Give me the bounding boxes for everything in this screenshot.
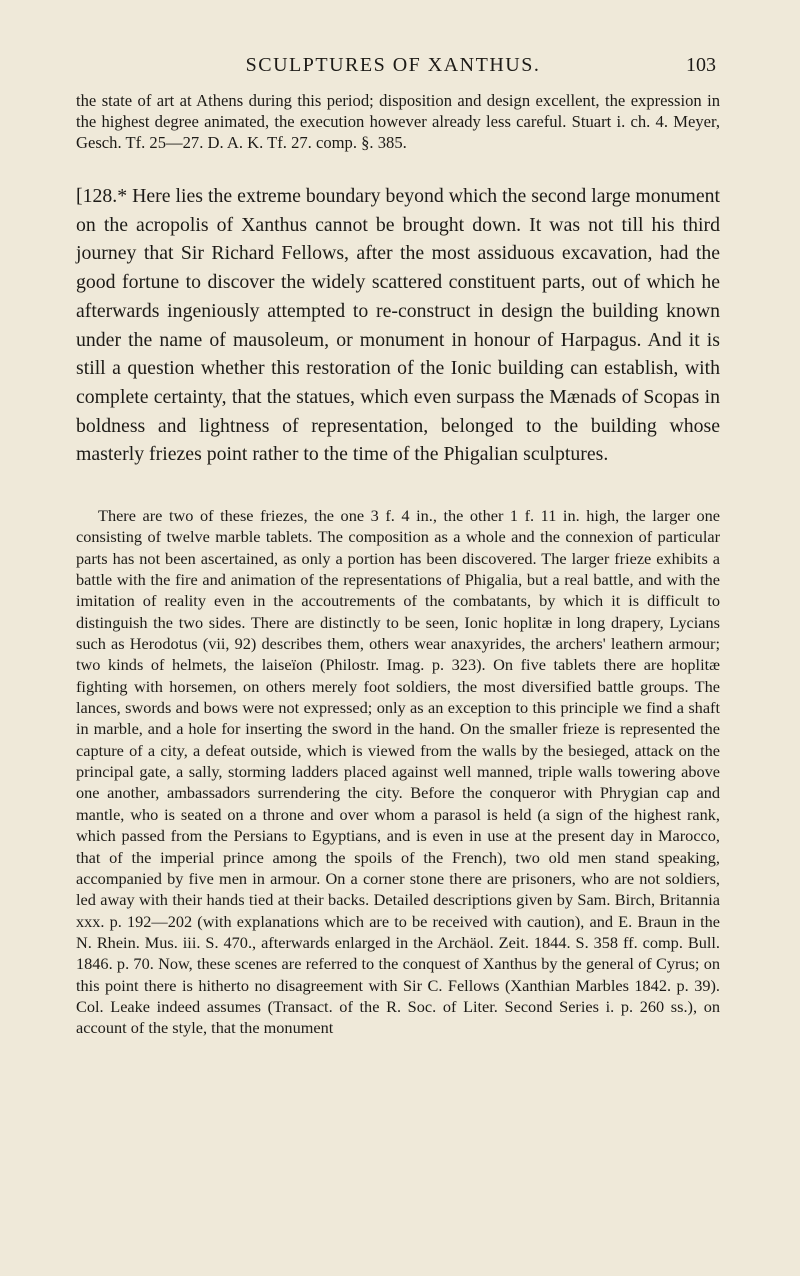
running-head <box>78 52 716 78</box>
page-number: 103 <box>686 54 716 76</box>
section-text: Here lies the extreme boundary beyond which the second large monument on the acropolis of Xanthus cannot be brought down. It was not till his third journey that Sir Richard Fellows, after the most assiduous excavation, had the good fortune to discover the widely scattered constituent parts, out of which he afterwards ingeniously attempted to re-construct in design the building known under the name of mausoleum, or monument in honour of Harpagus. And it is still a question whether this restoration of the Ionic building can establish, with complete certainty, that the statues, which even surpass the Mænads of Scopas in boldness and lightness of representation, belonged to the building whose masterly friezes point rather to the time of the Phigalian sculptures. <box>76 185 720 466</box>
running-title: SCULPTURES OF XANTHUS. <box>245 54 541 76</box>
note-paragraph: There are two of these friezes, the one 3 f. 4 in., the other 1 f. 11 in. high, the larger one consisting of twelve marble tablets. The composition as a whole and the connexion of particular parts has not been ascertained, as only a portion has been discovered. The larger frieze exhibits a battle with the fire and animation of the representations of Phigalia, but a real battle, and with the imitation of reality even in the accoutrements of the combatants, by which it is difficult to distinguish the two sides. There are distinctly to be seen, Ionic hoplitæ in long drapery, Lycians such as Herodotus (vii, 92) describes them, others wear anaxyrides, the archers' leathern armour; two kinds of helmets, the laiseïon (Philostr. Imag. p. 323). On five tablets there are hoplitæ fighting with horsemen, on others merely foot soldiers, the most diversified battle groups. The lances, swords and bows were not expressed; only as an exception to this principle we find a shaft in marble, and a hole for inserting the sword in the hand. On the smaller frieze is represented the capture of a city, a defeat outside, which is viewed from the walls by the besieged, attack on the principal gate, a sally, storming ladders placed against well manned, triple walls towering above one another, ambassadors surrendering the city. Before the conqueror with Phrygian cap and mantle, who is seated on a throne and over whom a parasol is held (a sign of the highest rank, which passed from the Persians to Egyptians, and is even in use at the present day in Marocco, that of the imperial prince among the spoils of the French), two old men stand speaking, accompanied by five men in armour. On a corner stone there are prisoners, who are not soldiers, led away with their hands tied at their backs. Detailed descriptions given by Sam. Birch, Britannia xxx. p. 192—202 (with explanations which are to be received with caution), and E. Braun in the N. Rhein. Mus. iii. S. 470., afterwards enlarged in the Archäol. Zeit. 1844. S. 358 ff. comp. Bull. 1846. p. 70. Now, these scenes are referred to the conquest of Xanthus by the general of Cyrus; on this point there is hitherto no disagreement with Sir C. Fellows (Xanthian Marbles 1842. p. 39). Col. Leake indeed assumes (Transact. of the R. Soc. of Liter. Second Series i. p. 260 ss.), on account of the style, that the monument <box>76 506 720 1038</box>
section-paragraph <box>76 182 720 469</box>
section-number: [128.* <box>76 185 128 207</box>
intro-paragraph: the state of art at Athens during this period; disposition and design excellent, the expression in the highest degree animated, the execution however already less careful. Stuart i. ch. 4. Meyer, Gesch. Tf. 25—27. D. A. K. Tf. 27. comp. §. 385. <box>76 91 720 152</box>
